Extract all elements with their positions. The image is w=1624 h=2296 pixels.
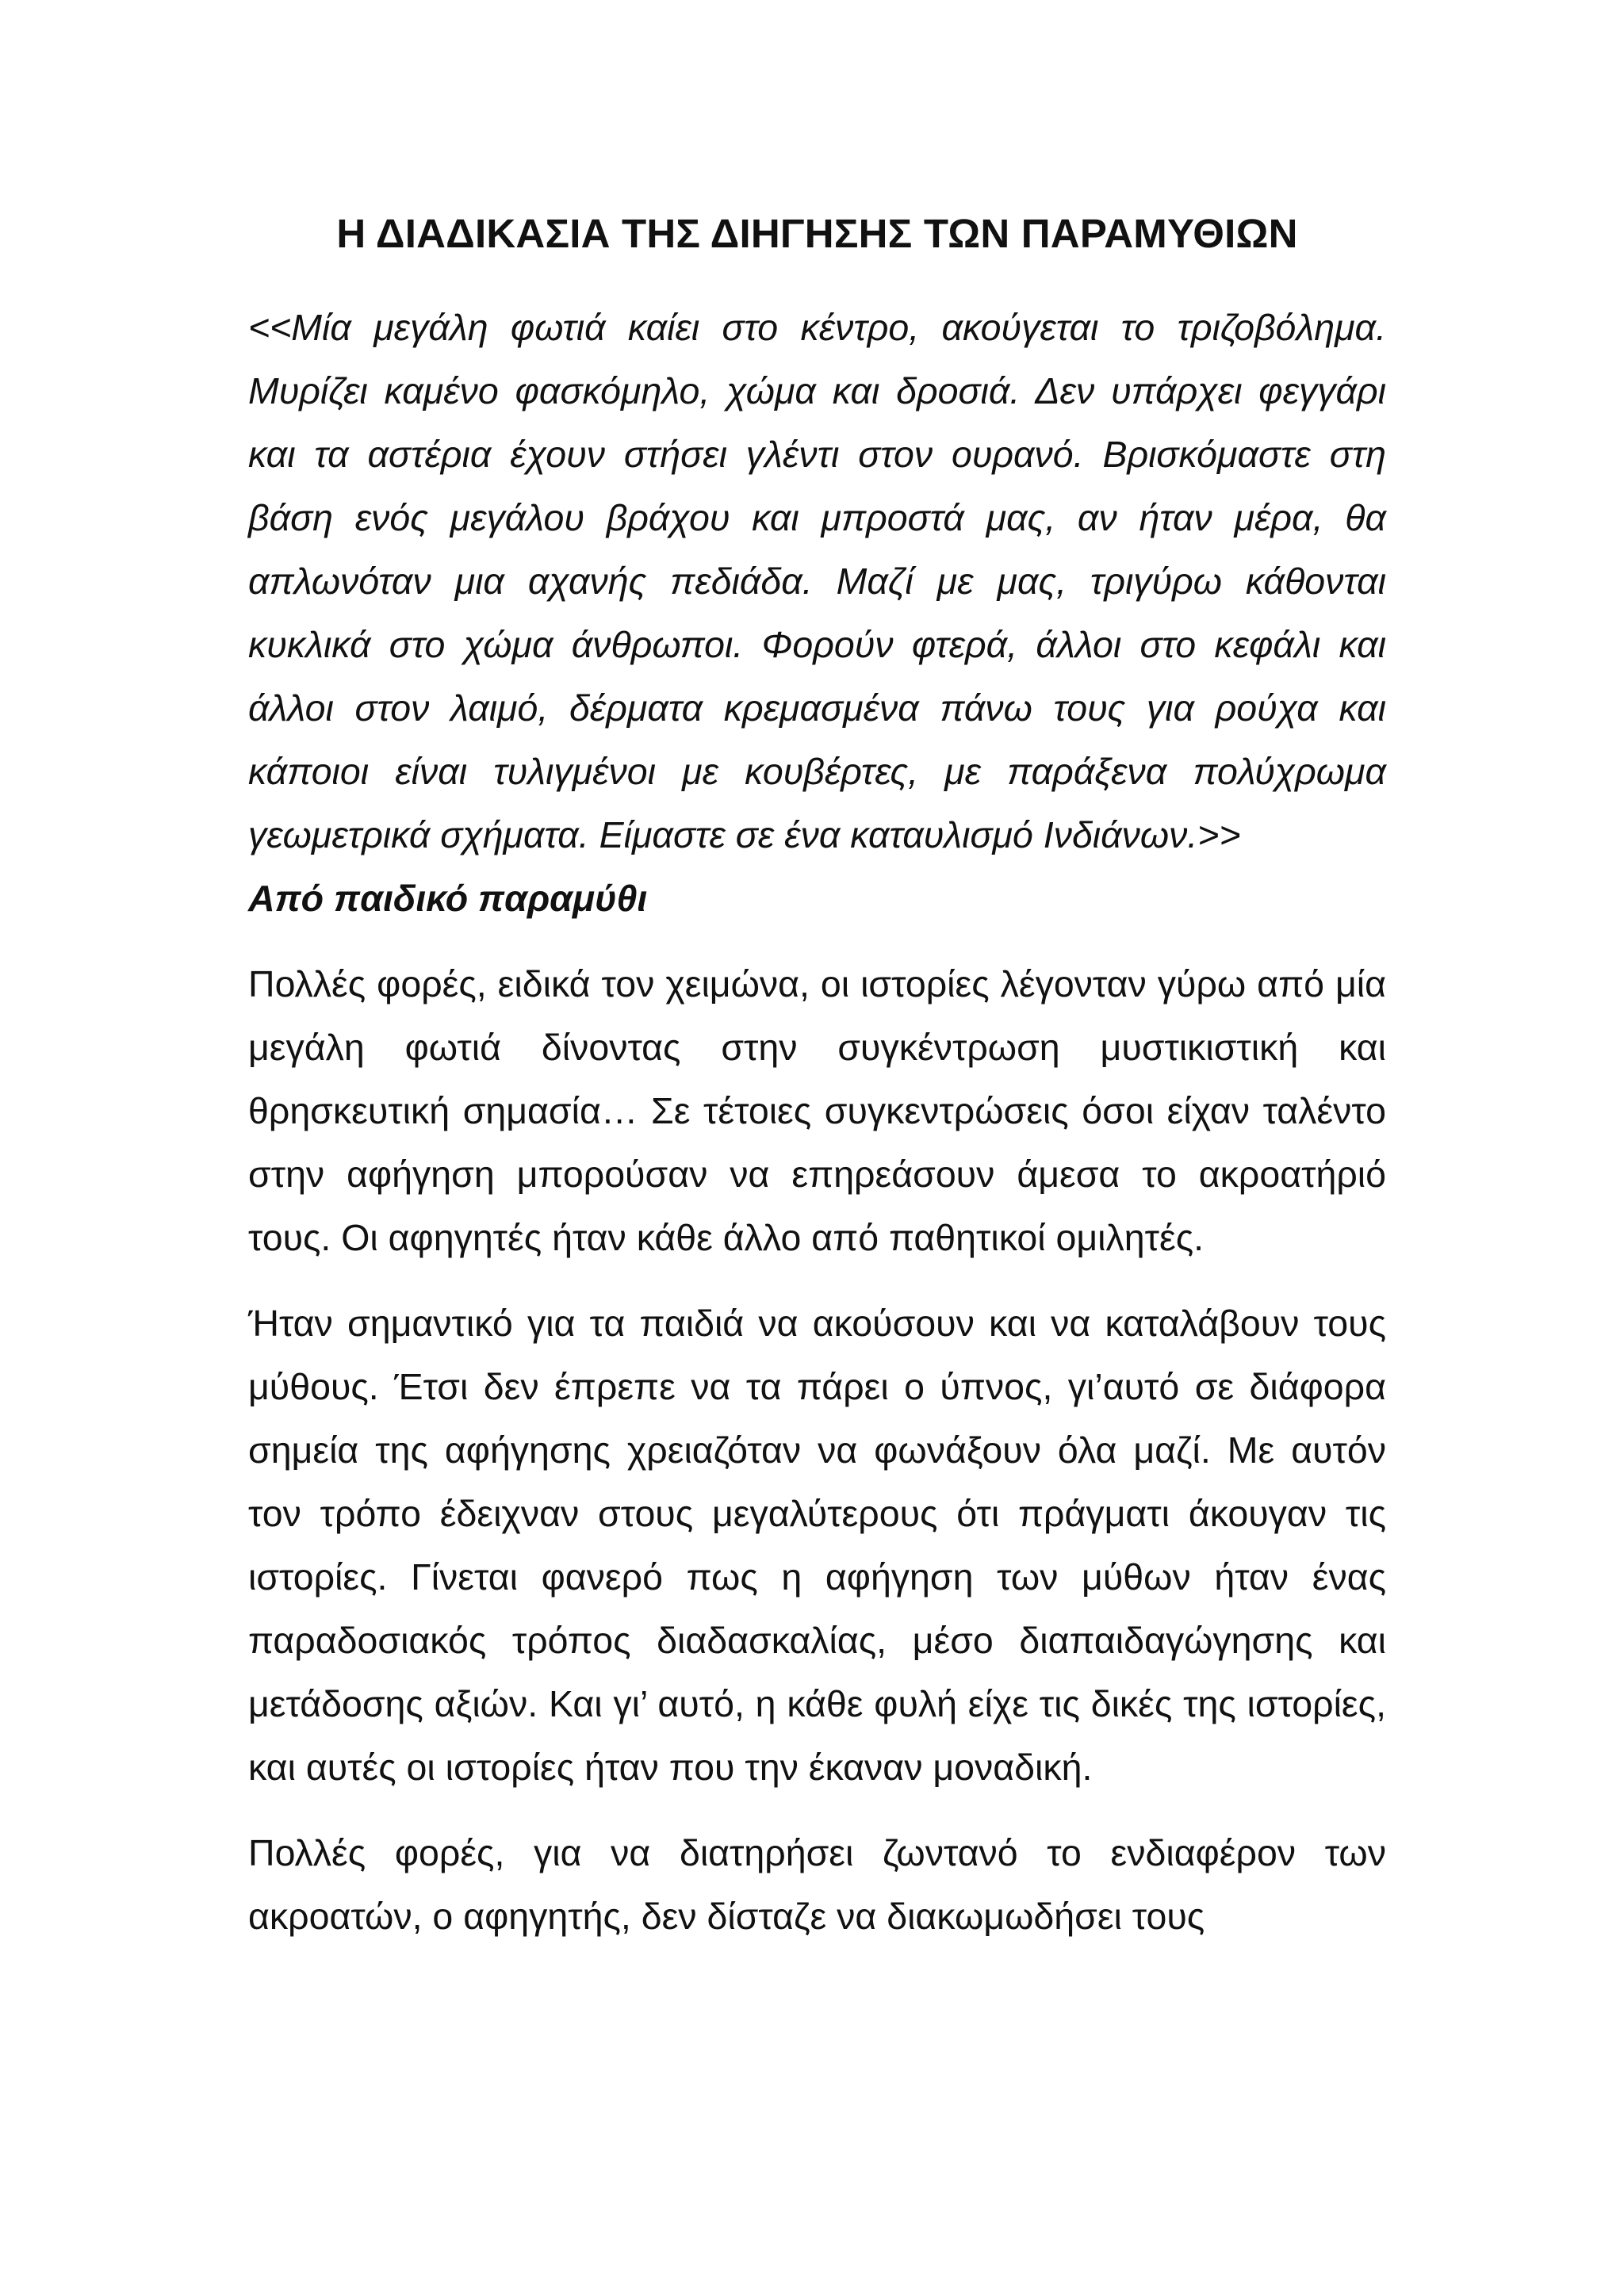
quote-source: Από παιδικό παραμύθι — [248, 878, 648, 919]
document-title: Η ΔΙΑΔΙΚΑΣΙΑ ΤΗΣ ΔΙΗΓΗΣΗΣ ΤΩΝ ΠΑΡΑΜΥΘΙΩΝ — [336, 211, 1298, 256]
paragraph-1: Πολλές φορές, ειδικά τον χειμώνα, οι ιστορίες λέγονταν γύρω από μία μεγάλη φωτιά δίνοντας στην συγκέντρωση μυστικιστική και θρησκευτική σημασία… Σε τέτοιες συγκεντρώσεις όσοι είχαν ταλέντο στην αφήγηση μπορούσαν να επηρεάσουν άμεσα το ακροατήριό τους. Οι αφηγητές ήταν κάθε άλλο από παθητικοί ομιλητές. — [248, 963, 1386, 1258]
paragraph-2: Ήταν σημαντικό για τα παιδιά να ακούσουν και να καταλάβουν τους μύθους. Έτσι δεν έπρεπε να τα πάρει ο ύπνος, γι’αυτό σε διάφορα σημεία της αφήγησης χρειαζόταν να φωνάξουν όλα μαζί. Με αυτόν τον τρόπο έδειχναν στους μεγαλύτερους ότι πράγματι άκουγαν τις ιστορίες. Γίνεται φανερό πως η αφήγηση των μύθων ήταν ένας παραδοσιακός τρόπος διαδασκαλίας, μέσο διαπαιδαγώγησης και μετάδοσης αξιών. Και γι’ αυτό, η κάθε φυλή είχε τις δικές της ιστορίες, και αυτές οι ιστορίες ήταν που την έκαναν μοναδική. — [248, 1303, 1386, 1788]
document-body — [248, 202, 1386, 1970]
paragraph-3: Πολλές φορές, για να διατηρήσει ζωντανό το ενδιαφέρον των ακροατών, ο αφηγητής, δεν δίσταζε να διακωμωδήσει τους — [248, 1832, 1386, 1937]
opening-quote: <<Μία μεγάλη φωτιά καίει στο κέντρο, ακούγεται το τριζοβόλημα. Μυρίζει καμένο φασκόμηλο, χώμα και δροσιά. Δεν υπάρχει φεγγάρι και τα αστέρια έχουν στήσει γλέντι στον ουρανό. Βρισκόμαστε στη βάση ενός μεγάλου βράχου και μπροστά μας, αν ήταν μέρα, θα απλωνόταν μια αχανής πεδιάδα. Μαζί με μας, τριγύρω κάθονται κυκλικά στο χώμα άνθρωποι. Φορούν φτερά, άλλοι στο κεφάλι και άλλοι στον λαιμό, δέρματα κρεμασμένα πάνω τους για ρούχα και κάποιοι είναι τυλιγμένοι με κουβέρτες, με παράξενα πολύχρωμα γεωμετρικά σχήματα. Είμαστε σε ένα καταυλισμό Ινδιάνων.>> — [248, 307, 1386, 855]
